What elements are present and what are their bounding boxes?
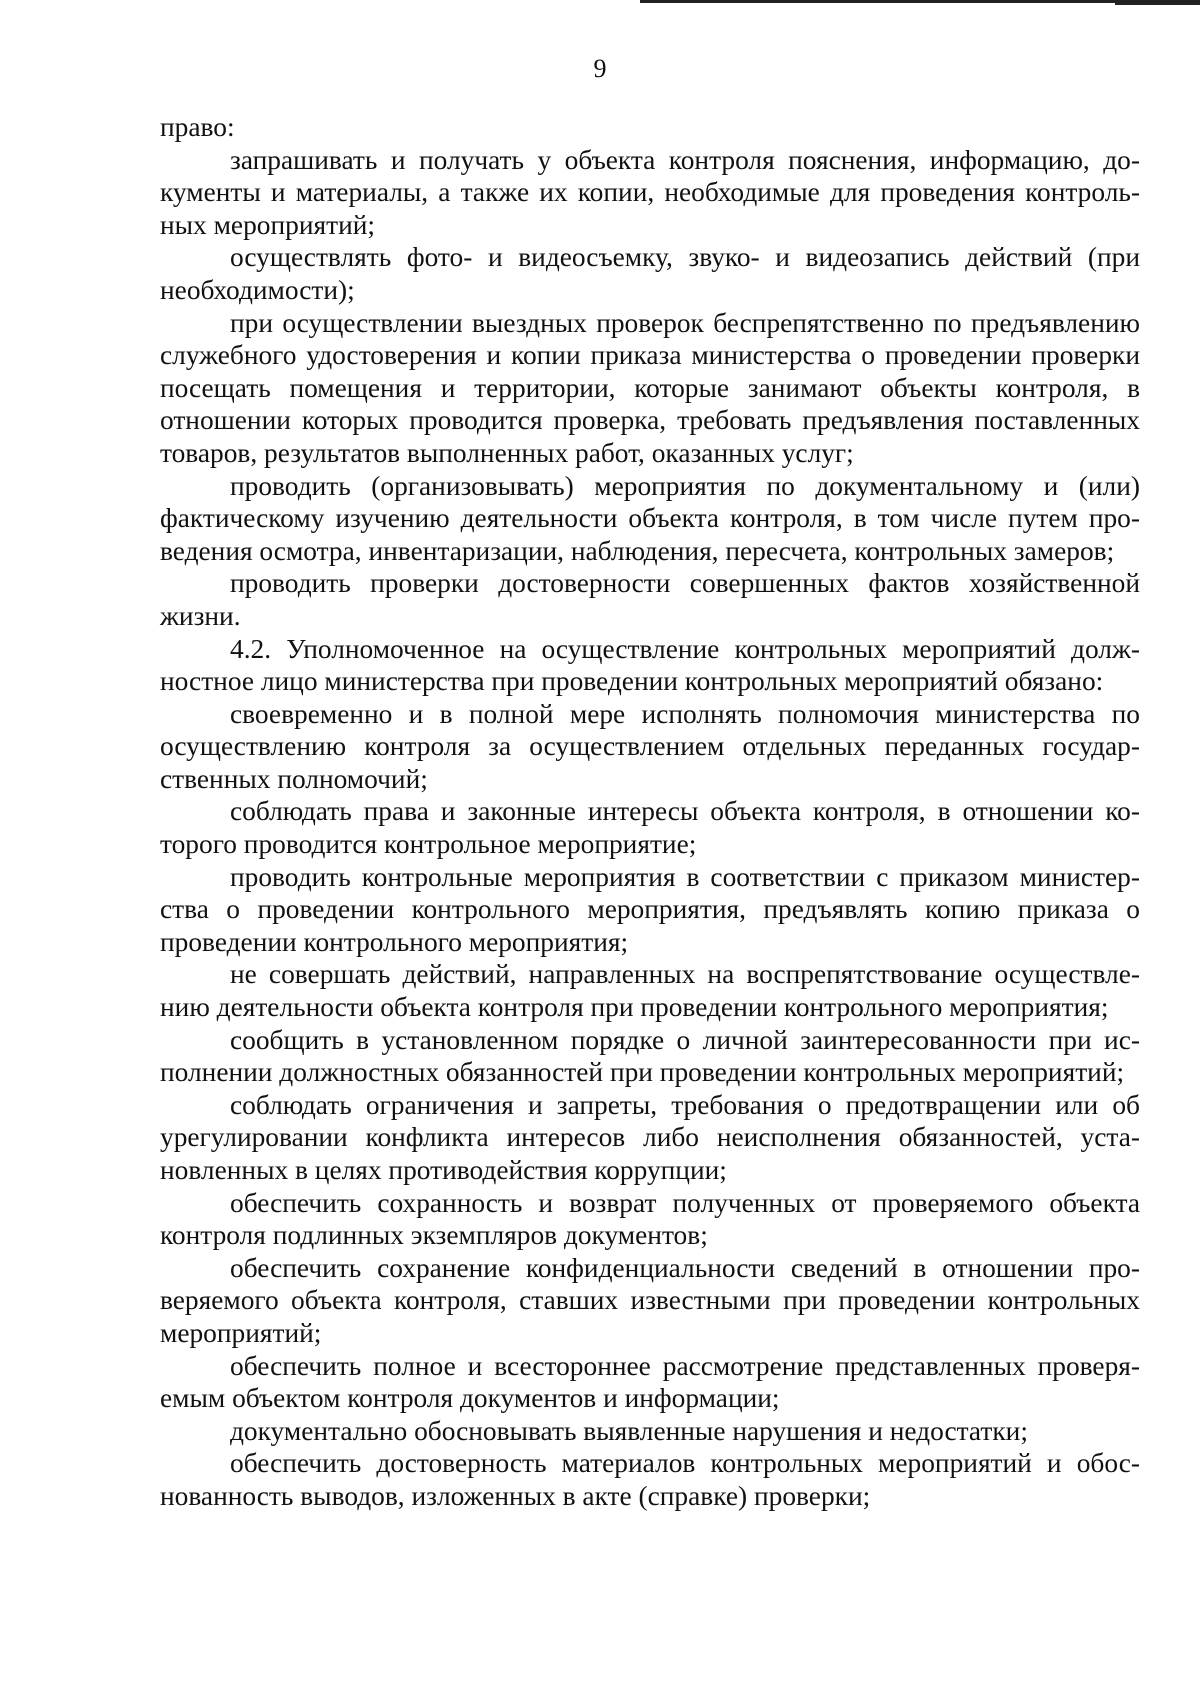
paragraph: не совершать действий, направленных на воспрепятствование осуществлению деятельности объекта контроля при проведении контрольного мероприятия; [160,959,1140,1023]
paragraph: сообщить в установленном порядке о личной заинтересованности при исполнении должностных обязанностей при проведении контрольных мероприятий; [160,1024,1140,1088]
paragraph: проводить контрольные мероприятия в соответствии с приказом министерства о проведении контрольного мероприятия, предъявлять копию приказа о проведении контрольного мероприятия; [160,861,1140,957]
document-body [160,111,1140,1513]
paragraph: обеспечить сохранность и возврат полученных от проверяемого объекта контроля подлинных экземпляров документов; [160,1187,1140,1251]
paragraph: запрашивать и получать у объекта контроля пояснения, информацию, документы и материалы, а также их копии, необходимые для проведения контрольных мероприятий; [160,144,1140,240]
paragraph: своевременно и в полной мере исполнять полномочия министерства по осуществлению контроля за осуществлением отдельных переданных государственных полномочий; [160,698,1140,794]
page-number: 9 [593,54,607,83]
paragraph: осуществлять фото- и видеосъемку, звуко- и видеозапись действий (при необходимости); [160,242,1140,305]
scan-border-mark [1115,0,1200,5]
paragraph: проводить проверки достоверности совершенных фактов хозяйственной жизни. [160,568,1140,631]
paragraph: при осуществлении выездных проверок беспрепятственно по предъявлению служебного удостоверения и копии приказа министерства о проведении проверки посещать помещения и территории, которые занимают объекты контроля, в отношении которых проводится проверка, требовать предъявления поставленных товаров, результатов выполненных работ, оказанных услуг; [160,307,1140,468]
paragraph: соблюдать права и законные интересы объекта контроля, в отношении которого проводится контрольное мероприятие; [160,796,1140,860]
paragraph: обеспечить полное и всестороннее рассмотрение представленных проверяемым объектом контроля документов и информации; [160,1350,1140,1414]
paragraph: проводить (организовывать) мероприятия по документальному и (или) фактическому изучению деятельности объекта контроля, в том числе путем проведения осмотра, инвентаризации, наблюдения, пересчета, контрольных замеров; [160,470,1140,566]
paragraph: обеспечить сохранение конфиденциальности сведений в отношении проверяемого объекта контроля, ставших известными при проведении контрольных мероприятий; [160,1252,1140,1348]
paragraph: документально обосновывать выявленные нарушения и недостатки; [230,1415,1028,1446]
paragraph-pravo: право: [160,112,235,142]
paragraph: соблюдать ограничения и запреты, требования о предотвращении или об урегулировании конфликта интересов либо неисполнения обязанностей, установленных в целях противодействия коррупции; [160,1089,1140,1185]
paragraph-section-4-2: 4.2. Уполномоченное на осуществление контрольных мероприятий должностное лицо министерства при проведении контрольных мероприятий обязано: [160,633,1140,697]
paragraph: обеспечить достоверность материалов контрольных мероприятий и обоснованность выводов, изложенных в акте (справке) проверки; [160,1448,1140,1511]
